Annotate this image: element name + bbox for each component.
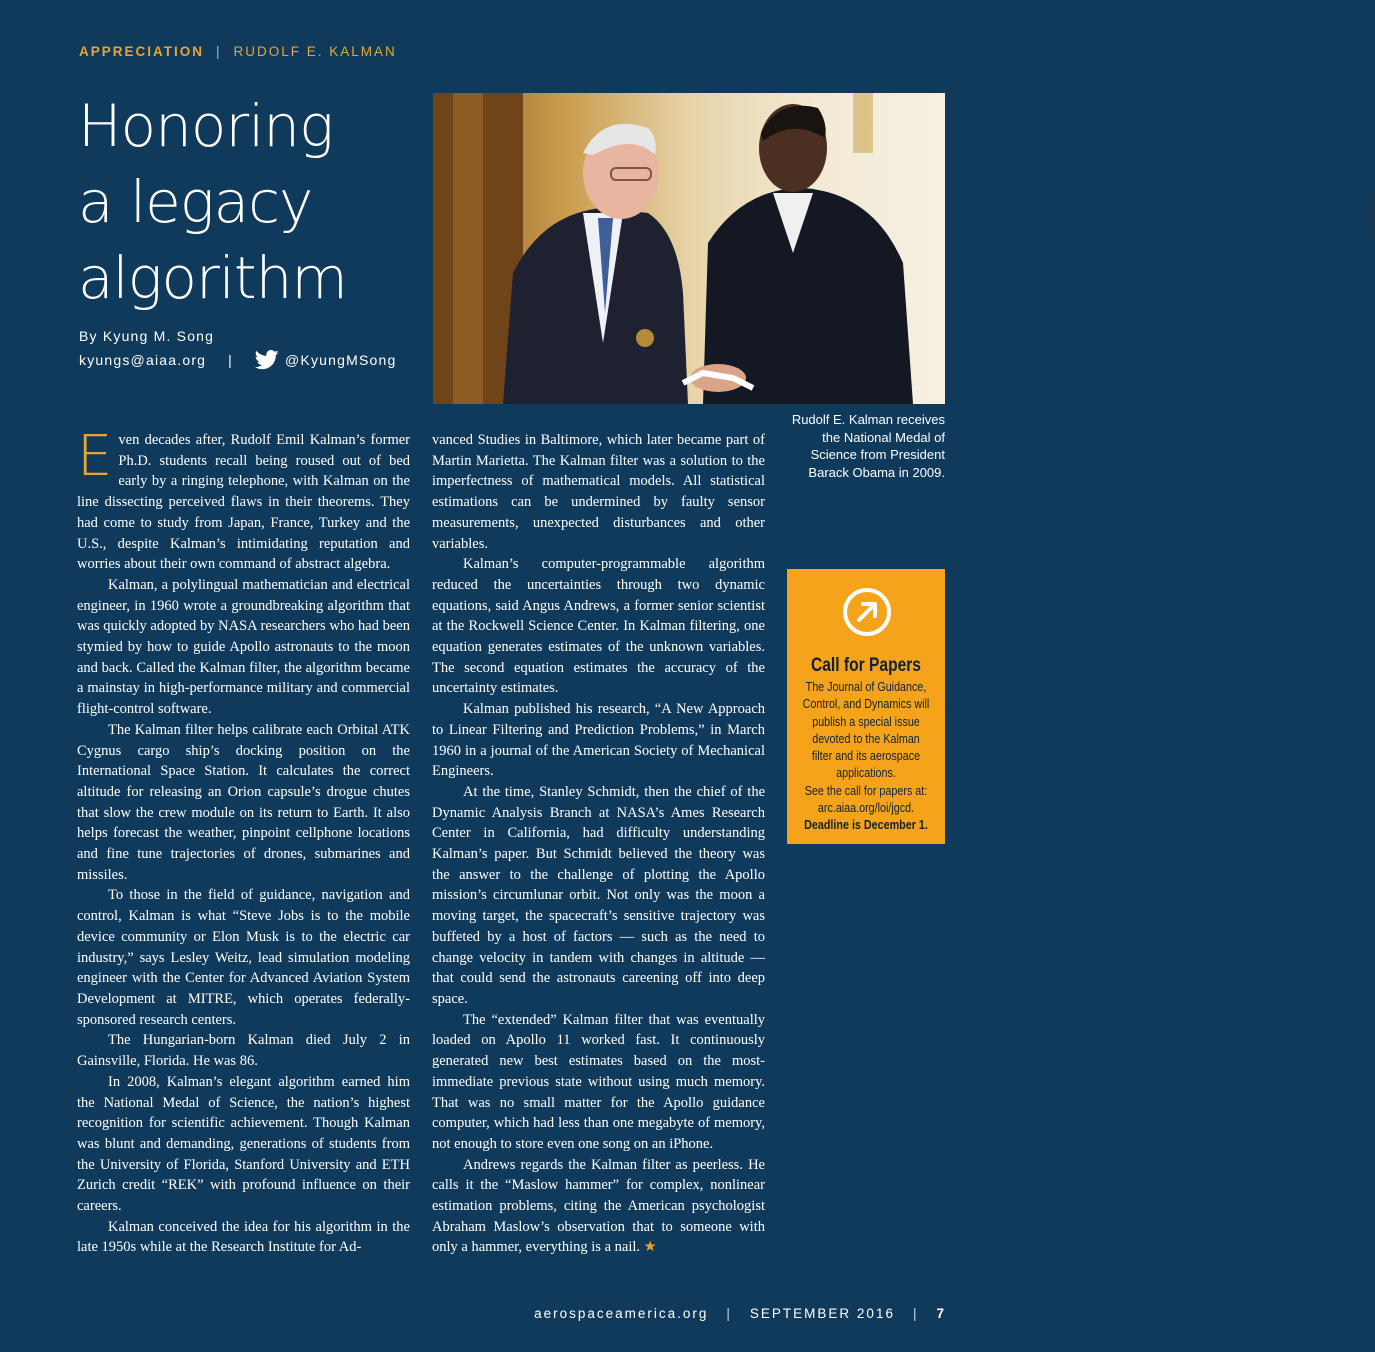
- article-paragraph: vanced Studies in Baltimore, which later became part of Martin Marietta. The Kalman filter was a solution to the imperfectness of mathematical models. All statistical estimations can be undermined by faulty sensor measurements, unexpected disturbances and other variables.: [432, 432, 765, 552]
- article-paragraph: The Hungarian-born Kalman died July 2 in Gainsville, Florida. He was 86.: [77, 1032, 410, 1070]
- drop-cap: E: [77, 424, 113, 489]
- call-for-papers-box: [787, 569, 945, 844]
- call-for-papers-title: Call for Papers: [811, 655, 921, 676]
- article-column-1: [77, 424, 410, 1258]
- author-byline: By Kyung M. Song: [79, 328, 215, 344]
- article-column-2: [432, 430, 765, 1258]
- end-mark-star-icon: ★: [643, 1239, 657, 1256]
- article-paragraph: Kalman published his research, “A New Approach to Linear Filtering and Prediction Problems,” in March 1960 in a journal of the American Society of Mechanical Engineers.: [432, 701, 765, 780]
- author-twitter[interactable]: @KyungMSong: [285, 352, 397, 368]
- photo-credit: Ryan Morris: [1366, 191, 1375, 235]
- contact-separator: |: [228, 352, 234, 368]
- photo-caption: Rudolf E. Kalman receives the National Medal of Science from President Barack Obama in 2009.: [791, 412, 945, 480]
- article-paragraph: At the time, Stanley Schmidt, then the chief of the Dynamic Analysis Branch at NASA’s Ames Research Center in California, had difficulty understanding Kalman’s paper. But Schmidt believed the theory was the answer to the challenge of plotting the Apollo mission’s circumlunar orbit. Not only was the moon a moving target, the spacecraft’s sensitive trajectory was buffeted by a host of factors — such as the need to change velocity in tandem with changes in altitude — that could send the astronauts careening off into deep space.: [432, 783, 765, 1007]
- article-paragraph: Kalman conceived the idea for his algorithm in the late 1950s while at the Research Institute for Ad-: [77, 1218, 410, 1256]
- photo-illustration: [433, 93, 945, 404]
- footer-site[interactable]: aerospaceamerica.org: [534, 1306, 709, 1321]
- call-for-papers-text: The Journal of Guidance, Control, and Dynamics will publish a special issue devoted to the Kalman filter and its aerospace applications.: [802, 680, 930, 781]
- kalman-obama-photo: [433, 93, 1375, 404]
- page-footer: [534, 1306, 946, 1321]
- kicker-separator: |: [216, 44, 222, 59]
- page-title: [78, 88, 438, 316]
- page-number: 7: [936, 1306, 946, 1321]
- author-contact: [79, 350, 396, 370]
- headline-line-3: algorithm: [78, 244, 347, 312]
- paragraph-text: Andrews regards the Kalman filter as peerless. He calls it the “Maslow hammer” for complex, nonlinear estimation problems, citing the American psychologist Abraham Maslow’s observation that to someone with only a hammer, everything is a nail.: [432, 1156, 765, 1256]
- headline-line-2: a legacy: [78, 168, 313, 236]
- twitter-icon: [255, 350, 279, 370]
- subject-label: RUDOLF E. KALMAN: [233, 44, 397, 59]
- section-label: APPRECIATION: [79, 44, 205, 59]
- paragraph-text: ven decades after, Rudolf Emil Kalman’s former Ph.D. students recall being roused out of bed early by a ringing telephone, with Kalman on the line dissecting perceived flaws in their theorems. They had come to study from Japan, France, Turkey and the U.S., despite Kalman’s intimidating reputation and worries about their own command of abstract algebra.: [77, 432, 410, 573]
- article-paragraph: [77, 424, 410, 575]
- headline-line-1: Honoring: [78, 92, 333, 160]
- section-kicker: [79, 44, 397, 59]
- call-for-papers-link[interactable]: See the call for papers at: arc.aiaa.org/loi/jgcd.: [804, 783, 928, 816]
- footer-issue: SEPTEMBER 2016: [749, 1306, 895, 1321]
- article-paragraph: In 2008, Kalman’s elegant algorithm earned him the National Medal of Science, the nation’s highest recognition for scientific achievement. Though Kalman was blunt and demanding, generations of students from the University of Florida, Stanford University and ETH Zurich credit “REK” with profound influence on their careers.: [77, 1073, 410, 1215]
- article-paragraph: [432, 1155, 765, 1259]
- article-paragraph: To those in the field of guidance, navigation and control, Kalman is what “Steve Jobs is to the mobile device community or Elon Musk is to the electric car industry,” says Lesley Weitz, lead simulation modeling engineer with the Center for Advanced Aviation System Development at MITRE, which operates federally-sponsored research centers.: [77, 887, 410, 1028]
- call-for-papers-body: [802, 679, 931, 835]
- call-for-papers-deadline: Deadline is December 1.: [804, 818, 928, 833]
- article-paragraph: Kalman’s computer-programmable algorithm reduced the uncertainties through two dynamic equations, said Angus Andrews, a former senior scientist at the Rockwell Science Center. In Kalman filtering, one equation generates estimates of the unknown variables. The second equation estimates the accuracy of the uncertainty estimates.: [432, 556, 765, 697]
- footer-separator: |: [912, 1306, 919, 1321]
- article-paragraph: Kalman, a polylingual mathematician and electrical engineer, in 1960 wrote a groundbreaking algorithm that was quickly adopted by NASA researchers who had been stymied by how to guide Apollo astronauts to the moon and back. Called the Kalman filter, the algorithm became a mainstay in high-performance military and commercial flight-control software.: [77, 576, 410, 718]
- article-paragraph: The “extended” Kalman filter that was eventually loaded on Apollo 11 worked fast. It continuously generated new best estimates based on the most-immediate previous state without using much memory. That was no small matter for the Apollo guidance computer, which had less than one megabyte of memory, not enough to store even one song on an iPhone.: [432, 1011, 765, 1152]
- arrow-circle-icon: [842, 587, 892, 637]
- author-email[interactable]: kyungs@aiaa.org: [79, 352, 207, 368]
- footer-separator: |: [726, 1306, 732, 1321]
- article-paragraph: The Kalman filter helps calibrate each Orbital ATK Cygnus cargo ship’s docking position on the International Space Station. It calculates the correct altitude for releasing an Orion capsule’s drogue chutes that slow the crew module on its return to Earth. It also helps forecast the weather, pinpoint cellphone locations and fine tune trajectories of drones, submarines and missiles.: [77, 721, 410, 883]
